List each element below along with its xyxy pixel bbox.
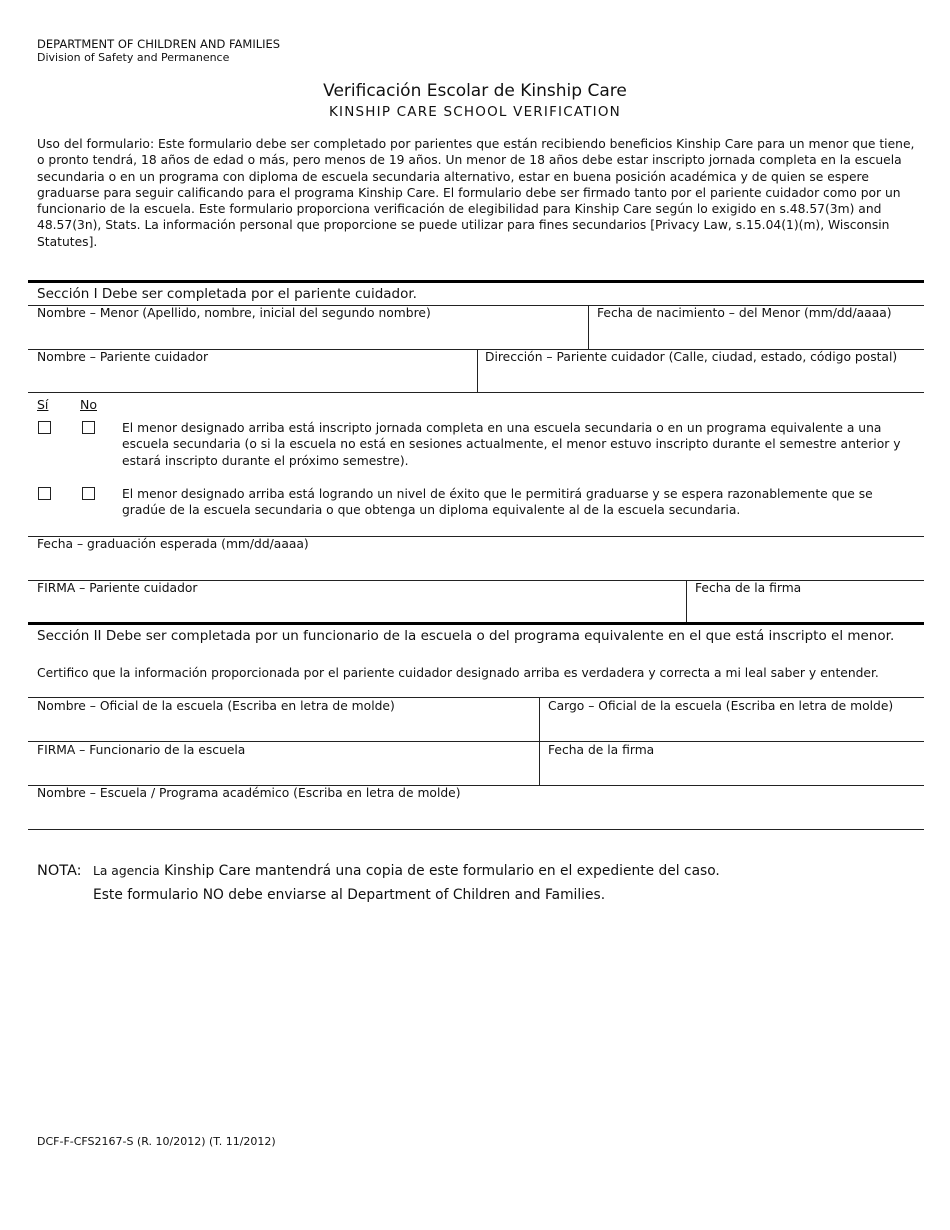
form-number: DCF-F-CFS2167-S (R. 10/2012) (T. 11/2012): [37, 1135, 276, 1148]
relative-signature-label: FIRMA – Pariente cuidador: [37, 581, 198, 595]
division-name: Division of Safety and Permanence: [37, 51, 230, 64]
form-subtitle: KINSHIP CARE SCHOOL VERIFICATION: [329, 104, 621, 120]
note-line-1-prefix: La agencia: [93, 864, 160, 878]
form-title: Verificación Escolar de Kinship Care: [323, 81, 627, 101]
enrolled-yes-checkbox[interactable]: [38, 421, 51, 434]
section2-title: Sección II Debe ser completada por un funcionario de la escuela o del programa equivalente en el que está inscripto el menor.: [37, 628, 895, 644]
minor-dob-label: Fecha de nacimiento – del Menor (mm/dd/aaaa): [597, 306, 892, 320]
school-name-input[interactable]: [37, 804, 916, 826]
relative-signature-date-label: Fecha de la firma: [695, 581, 802, 595]
enrolled-statement: El menor designado arriba está inscripto jornada completa en una escuela secundaria o en un programa equivalente a una escuela secundaria (o si la escuela no está en sesiones actualmente, el menor estuvo inscripto durante el semestre anterior y estará inscripto durante el próximo semestre).: [122, 421, 901, 468]
divider: [588, 305, 589, 349]
minor-name-label: Nombre – Menor (Apellido, nombre, inicial del segundo nombre): [37, 306, 431, 320]
graduation-date-input[interactable]: [37, 555, 916, 577]
official-title-label: Cargo – Oficial de la escuela (Escriba en letra de molde): [548, 699, 894, 713]
note-line-2: Este formulario NO debe enviarse al Department of Children and Families.: [93, 887, 606, 903]
note-line-1-rest: Kinship Care mantendrá una copia de este formulario en el expediente del caso.: [159, 863, 720, 879]
divider: [28, 392, 924, 393]
relative-name-input[interactable]: [37, 368, 471, 390]
minor-name-input[interactable]: [37, 324, 581, 346]
relative-name-label: Nombre – Pariente cuidador: [37, 350, 209, 364]
department-name: DEPARTMENT OF CHILDREN AND FAMILIES: [37, 37, 281, 51]
yes-column-label: Sí: [37, 397, 49, 412]
graduation-date-label: Fecha – graduación esperada (mm/dd/aaaa): [37, 537, 309, 551]
relative-signature-date-input[interactable]: [695, 599, 919, 621]
official-signature-input[interactable]: [37, 761, 531, 783]
section1-title: Sección I Debe ser completada por el pariente cuidador.: [37, 286, 417, 302]
section1-top-rule: [28, 280, 924, 283]
official-signature-label: FIRMA – Funcionario de la escuela: [37, 743, 246, 757]
official-name-input[interactable]: [37, 717, 531, 739]
graduating-yes-checkbox[interactable]: [38, 487, 51, 500]
relative-address-input[interactable]: [485, 368, 919, 390]
official-title-input[interactable]: [548, 717, 917, 739]
section2-top-rule: [28, 622, 924, 625]
divider: [477, 349, 478, 393]
minor-dob-input[interactable]: [597, 324, 916, 346]
graduating-no-checkbox[interactable]: [82, 487, 95, 500]
relative-signature-input[interactable]: [37, 599, 681, 621]
official-name-label: Nombre – Oficial de la escuela (Escriba en letra de molde): [37, 699, 395, 713]
no-column-label: No: [80, 397, 97, 412]
note-line-1: [93, 861, 720, 881]
intro-paragraph: Uso del formulario: Este formulario debe ser completado por parientes que están recibiendo beneficios Kinship Care para un menor que tiene, o pronto tendrá, 18 años de edad o más, pero menos de 19 años. Un menor de 18 años debe estar inscripto jornada completa en la escuela secundaria o en un programa con diploma de escuela secundaria alternativo, estar en buena posición académica y de quien se espere graduarse para seguir calificando para el programa Kinship Care. El formulario debe ser firmado tanto por el pariente cuidador como por un funcionario de la escuela. Este formulario proporciona verificación de elegibilidad para Kinship Care según lo exigido en s.48.57(3m) and 48.57(3n), Stats. La información personal que proporcione se puede utilizar para fines secundarios [Privacy Law, s.15.04(1)(m), Wisconsin Statutes].: [37, 137, 915, 249]
official-signature-date-input[interactable]: [548, 761, 917, 783]
graduating-statement: El menor designado arriba está logrando un nivel de éxito que le permitirá graduarse y se espera razonablemente que se gradúe de la escuela secundaria o que obtenga un diploma equivalente al de la escuela secundaria.: [122, 487, 873, 518]
school-name-label: Nombre – Escuela / Programa académico (Escriba en letra de molde): [37, 786, 461, 800]
certification-statement: Certifico que la información proporcionada por el pariente cuidador designado arriba es verdadera y correcta a mi leal saber y entender.: [37, 666, 879, 680]
divider: [686, 580, 687, 624]
divider: [28, 829, 924, 830]
note-label: NOTA:: [37, 863, 82, 879]
official-signature-date-label: Fecha de la firma: [548, 743, 655, 757]
relative-address-label: Dirección – Pariente cuidador (Calle, ciudad, estado, código postal): [485, 350, 898, 364]
enrolled-no-checkbox[interactable]: [82, 421, 95, 434]
